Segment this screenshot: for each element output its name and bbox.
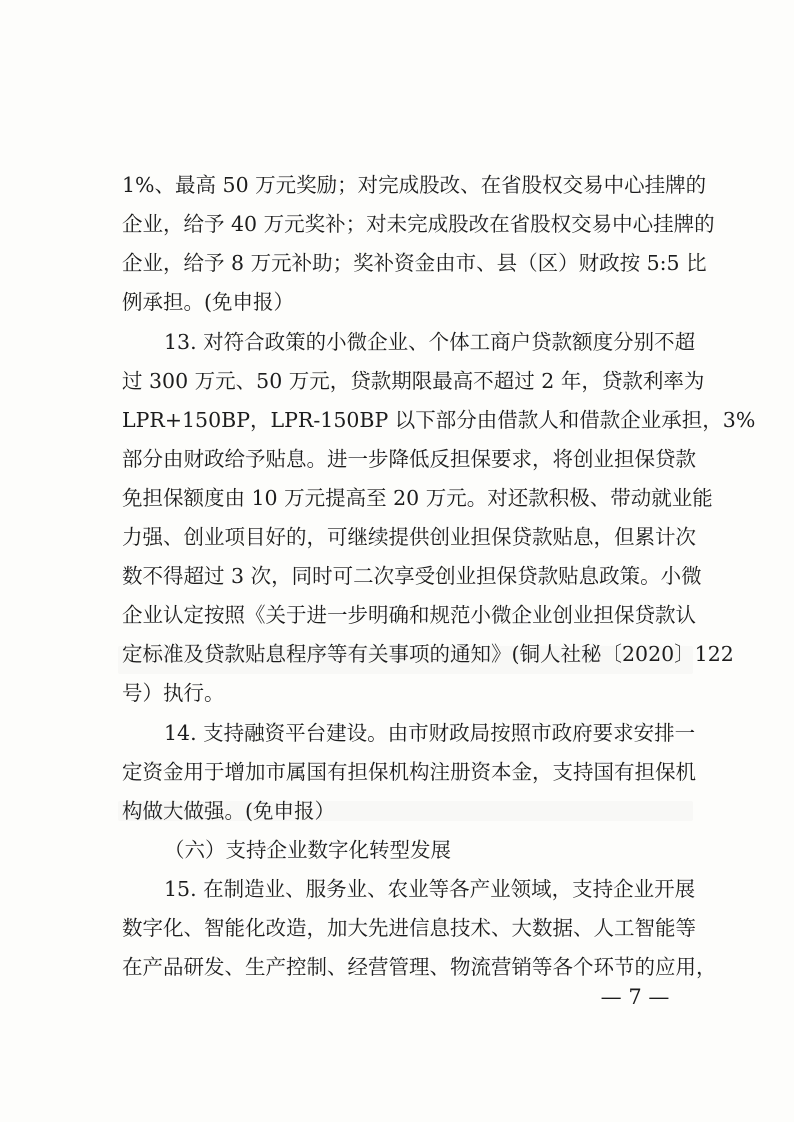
text-line: 14. 支持融资平台建设。由市财政局按照市政府要求安排一: [164, 721, 696, 745]
text-line: 例承担。(免申报）: [122, 290, 294, 314]
text-line: 1%、最高 50 万元奖励；对完成股改、在省股权交易中心挂牌的: [122, 173, 707, 197]
text-line: 在产品研发、生产控制、经营管理、物流营销等各个环节的应用，: [122, 955, 717, 979]
text-line: 企业认定按照《关于进一步明确和规范小微企业创业担保贷款认: [122, 603, 696, 627]
text-line: 免担保额度由 10 万元提高至 20 万元。对还款积极、带动就业能: [122, 486, 713, 510]
text-line: 企业，给予 8 万元补助；奖补资金由市、县（区）财政按 5:5 比: [122, 251, 707, 275]
text-line: 部分由财政给予贴息。进一步降低反担保要求，将创业担保贷款: [122, 447, 696, 471]
text-line: LPR+150BP，LPR-150BP 以下部分由借款人和借款企业承担，3%: [122, 408, 756, 432]
text-line: 过 300 万元、50 万元，贷款期限最高不超过 2 年，贷款利率为: [122, 369, 705, 393]
section-heading: （六）支持企业数字化转型发展: [164, 838, 451, 862]
text-line: 企业，给予 40 万元奖补；对未完成股改在省股权交易中心挂牌的: [122, 212, 715, 236]
text-line: 号）执行。: [122, 681, 225, 705]
text-line: 定标准及贷款贴息程序等有关事项的通知》(铜人社秘〔2020〕122: [122, 642, 734, 666]
page-number: — 7 —: [600, 985, 670, 1009]
text-line: 定资金用于增加市属国有担保机构注册资本金，支持国有担保机: [122, 760, 696, 784]
text-line: 力强、创业项目好的，可继续提供创业担保贷款贴息，但累计次: [122, 525, 696, 549]
text-line: 数字化、智能化改造，加大先进信息技术、大数据、人工智能等: [122, 916, 696, 940]
text-line: 构做大做强。(免申报）: [122, 799, 335, 823]
text-line: 15. 在制造业、服务业、农业等各产业领域，支持企业开展: [164, 877, 696, 901]
text-line: 数不得超过 3 次，同时可二次享受创业担保贷款贴息政策。小微: [122, 564, 702, 588]
text-line: 13. 对符合政策的小微企业、个体工商户贷款额度分别不超: [164, 330, 696, 354]
